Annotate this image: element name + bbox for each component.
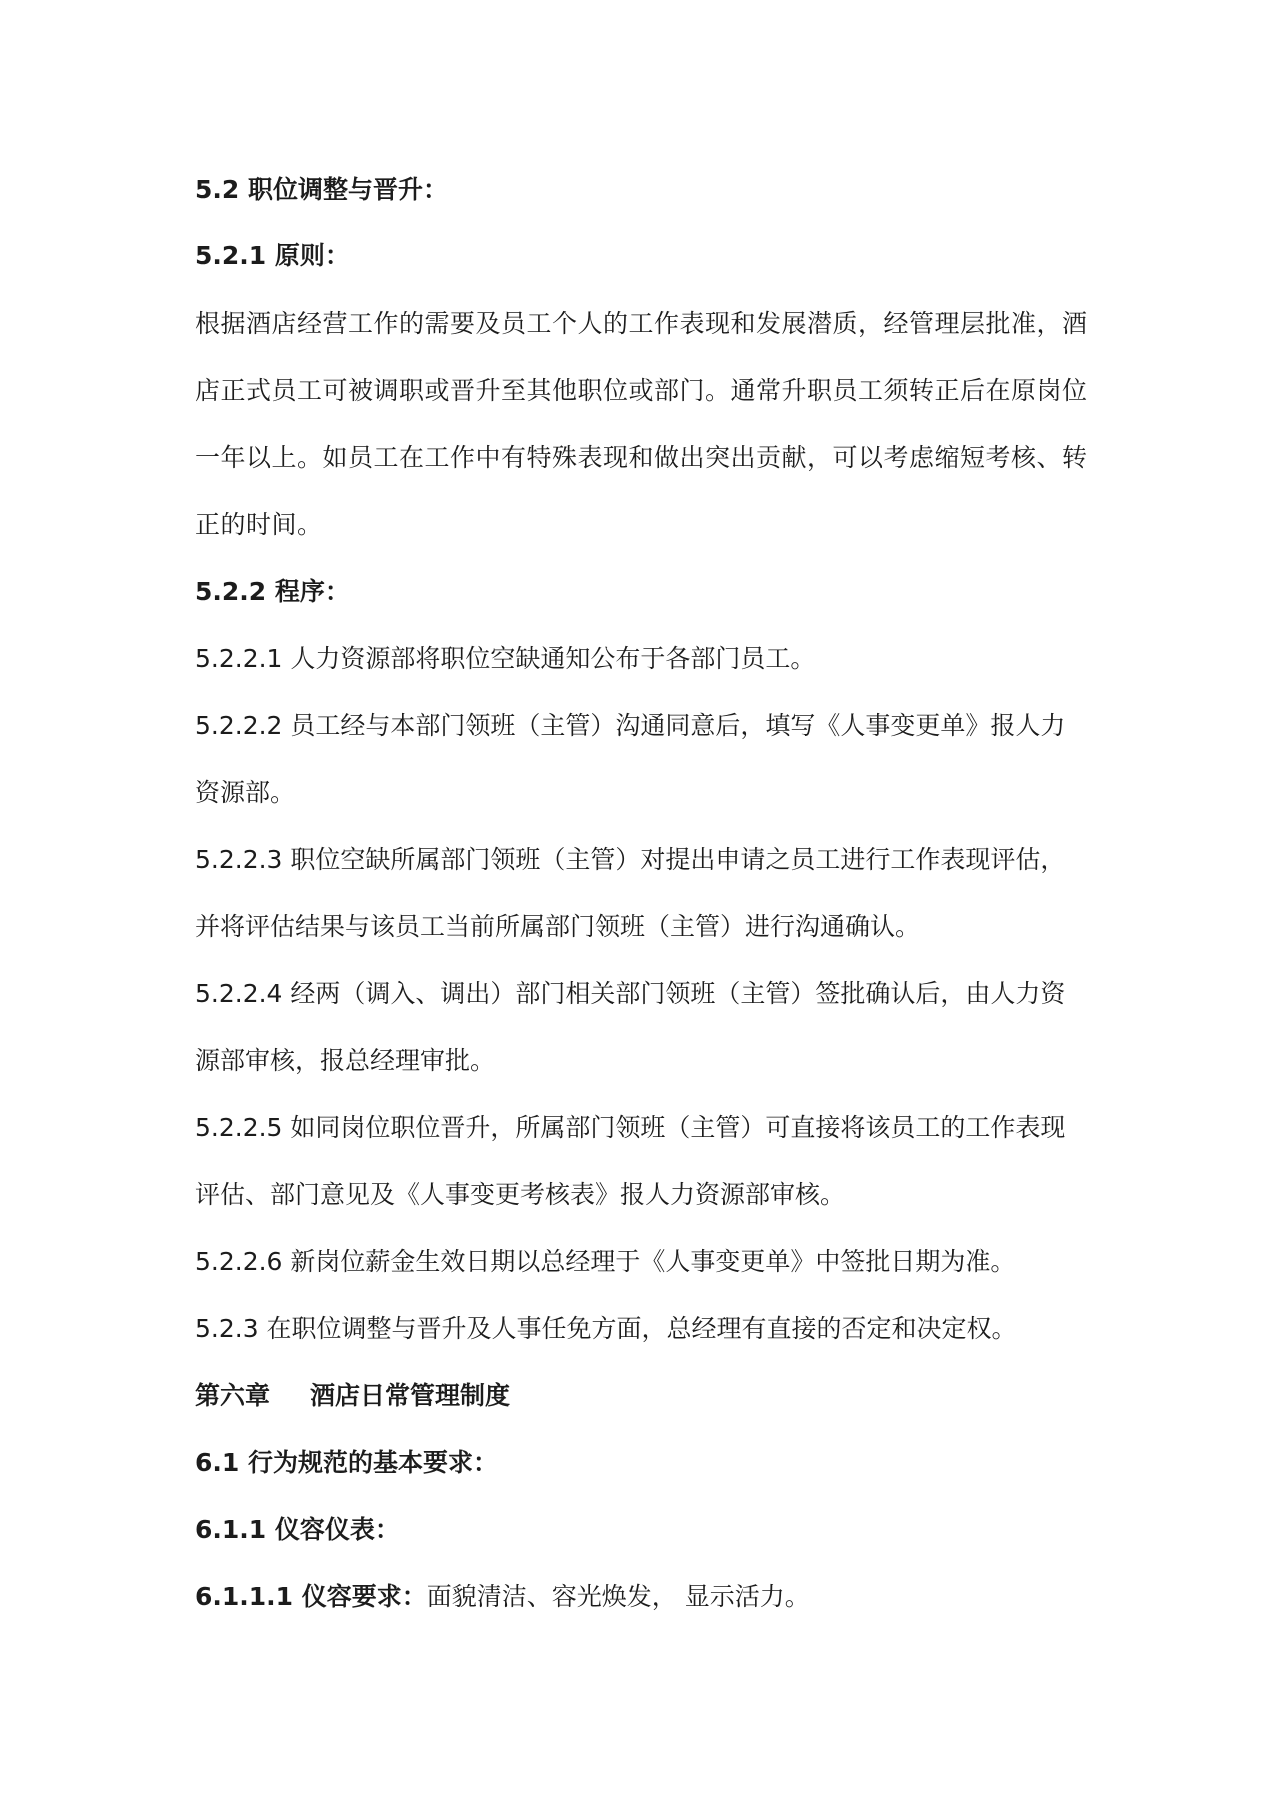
item-6-1-1-1-text: 面貌清洁、容光焕发， 显示活力。 (426, 1582, 810, 1611)
heading-6-1: 6.1 行为规范的基本要求： (195, 1448, 498, 1477)
procedure-5-2-2-5-line-2: 评估、部门意见及《人事变更考核表》报人力资源部审核。 (195, 1180, 846, 1209)
procedure-5-2-2-4-line-1: 5.2.2.4 经两（调入、调出）部门相关部门领班（主管）签批确认后，由人力资 (195, 979, 1066, 1008)
clause-5-2-3: 5.2.3 在职位调整与晋升及人事任免方面，总经理有直接的否定和决定权。 (195, 1314, 1017, 1343)
procedure-5-2-2-3-line-2: 并将评估结果与该员工当前所属部门领班（主管）进行沟通确认。 (195, 912, 921, 941)
item-6-1-1-1 (195, 1579, 810, 1615)
procedure-5-2-2-6: 5.2.2.6 新岗位薪金生效日期以总经理于《人事变更单》中签批日期为准。 (195, 1247, 1016, 1276)
chapter-title: 酒店日常管理制度 (310, 1381, 511, 1410)
procedure-5-2-2-2-line-1: 5.2.2.2 员工经与本部门领班（主管）沟通同意后，填写《人事变更单》报人力 (195, 711, 1066, 740)
chapter-label: 第六章 (195, 1381, 271, 1410)
chapter-heading (195, 1378, 510, 1414)
heading-5-2-2: 5.2.2 程序： (195, 577, 350, 606)
heading-5-2: 5.2 职位调整与晋升： (195, 175, 448, 204)
procedure-5-2-2-4-line-2: 源部审核，报总经理审批。 (195, 1046, 496, 1075)
principle-line-1: 根据酒店经营工作的需要及员工个人的工作表现和发展潜质，经管理层批准，酒 (195, 309, 1088, 338)
item-6-1-1-1-label: 6.1.1.1 仪容要求： (195, 1582, 427, 1611)
procedure-5-2-2-2-line-2: 资源部。 (195, 778, 296, 807)
procedure-5-2-2-5-line-1: 5.2.2.5 如同岗位职位晋升，所属部门领班（主管）可直接将该员工的工作表现 (195, 1113, 1066, 1142)
principle-line-4: 正的时间。 (195, 510, 323, 539)
principle-line-3: 一年以上。如员工在工作中有特殊表现和做出突出贡献，可以考虑缩短考核、转 (195, 443, 1088, 472)
principle-line-2: 店正式员工可被调职或晋升至其他职位或部门。通常升职员工须转正后在原岗位 (195, 376, 1088, 405)
heading-5-2-1: 5.2.1 原则： (195, 241, 350, 270)
procedure-5-2-2-3-line-1: 5.2.2.3 职位空缺所属部门领班（主管）对提出申请之员工进行工作表现评估， (195, 845, 1066, 874)
heading-6-1-1: 6.1.1 仪容仪表： (195, 1515, 400, 1544)
procedure-5-2-2-1: 5.2.2.1 人力资源部将职位空缺通知公布于各部门员工。 (195, 644, 816, 673)
